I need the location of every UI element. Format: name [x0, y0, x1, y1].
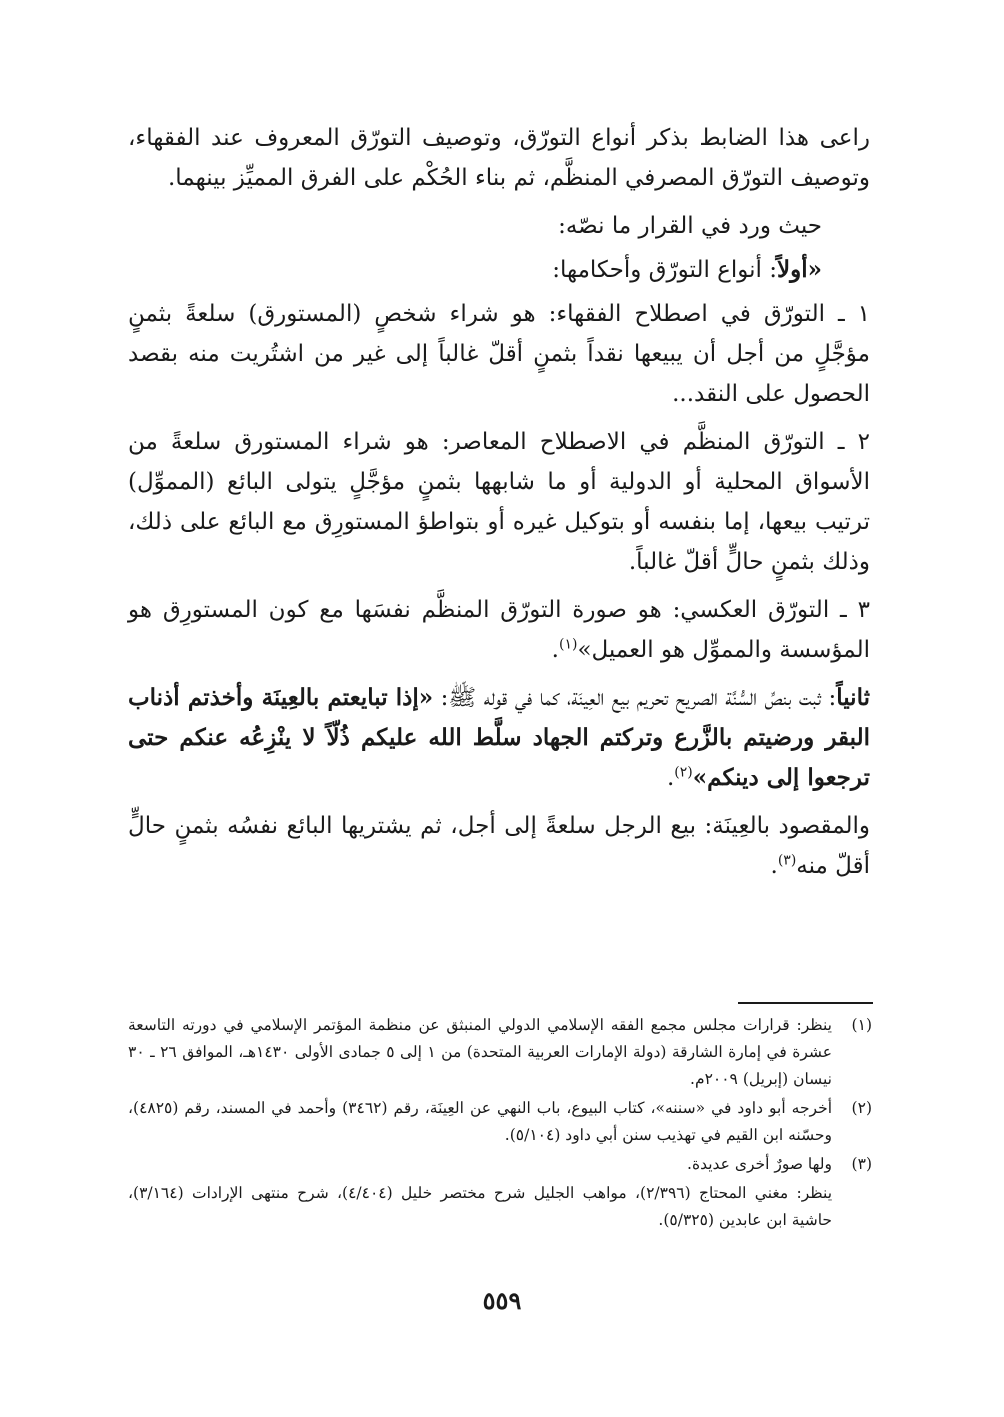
ina-text: والمقصود بالعِينَة: بيع الرجل سلعةً إلى أجل، ثم يشتريها البائع نفسُه بثمنٍ حالٍّ أقلّ منه: [128, 813, 870, 879]
paragraph-item-2: ٢ ـ التورّق المنظَّم في الاصطلاح المعاصر: هو شراء المستورق سلعةً من الأسواق المحلية أو الدولية أو ما شابهها بثمنٍ مؤجَّلٍ يتولى البائع (المموِّل) ترتيب بيعها، إما بنفسه أو بتوكيل غيره أو بتواطؤ المستورِق مع البائع على ذلك، وذلك بثمنٍ حالٍّ أقلّ غالباً.: [128, 429, 870, 575]
footnote-ref-3[interactable]: (٣): [777, 852, 797, 869]
hadith-quote: «إذا تبايعتم بالعِينَة وأخذتم أذناب البقر ورضيتم بالزَّرع وتركتم الجهاد سلَّط الله عليكم ذُلّاً لا ينْزِعُه عنكم حتى ترجعوا إلى دينكم»: [128, 684, 870, 791]
paragraph-quote-intro: حيث ورد في القرار ما نصّه:: [558, 213, 822, 239]
heading-first: «أولاً: [777, 256, 822, 283]
paragraph-item-1: ١ ـ التورّق في اصطلاح الفقهاء: هو شراء شخصٍ (المستورق) سلعةً بثمنٍ مؤجَّلٍ من أجل أن يبيعها نقداً بثمنٍ أقلّ غالباً إلى غير من اشتُريت منه بقصد الحصول على النقد...: [128, 301, 870, 407]
second-text: : ثبت بنصِّ السُّنَّة الصريح تحريم بيع العِينَة، كما في قوله ﷺ:: [433, 685, 837, 711]
footnote-number: (١): [851, 1016, 872, 1034]
footnote-text: ينظر: قرارات مجلس مجمع الفقه الإسلامي الدولي المنبثق عن منظمة المؤتمر الإسلامي في دورته التاسعة عشرة في إمارة الشارقة (دولة الإمارات العربية المتحدة) من ١ إلى ٥ جمادى الأولى ١٤٣٠هـ، الموافق ٢٦ ـ ٣٠ نيسان (إبريل) ٢٠٠٩م.: [128, 1016, 832, 1088]
footnote-number: (٢): [851, 1099, 872, 1117]
footnote-text: ينظر: مغني المحتاج (٢/٣٩٦)، مواهب الجليل شرح مختصر خليل (٤/٤٠٤)، شرح منتهى الإرادات (٣/١٦٤)، حاشية ابن عابدين (٥/٣٢٥).: [128, 1184, 833, 1229]
main-text: [128, 118, 870, 894]
heading-second: ثانياً: [836, 684, 870, 711]
heading-first-rest: : أنواع التورّق وأحكامها:: [552, 257, 777, 283]
footnote-separator: [738, 1002, 873, 1004]
footnote-ref-2[interactable]: (٢): [674, 764, 693, 781]
paragraph-ina-definition: والمقصود بالعِينَة: بيع الرجل سلعةً إلى أجل، ثم يشتريها البائع نفسُه بثمنٍ حالٍّ أقلّ منه$^{(٣)}$.: [128, 813, 870, 879]
item-3-text: ٣ ـ التورّق العكسي: هو صورة التورّق المنظَّم نفسَها مع كون المستورِق هو المؤسسة والمموِّل هو العميل»: [128, 597, 870, 663]
footnote-number: (٣): [851, 1155, 872, 1173]
paragraph-item-3: ٣ ـ التورّق العكسي: هو صورة التورّق المنظَّم نفسَها مع كون المستورِق هو المؤسسة والمموِّل هو العميل»$^{(١)}$.: [128, 597, 870, 663]
footnote-number: [832, 1180, 872, 1234]
paragraph-first-heading: [128, 250, 870, 290]
paragraph-intro: راعى هذا الضابط بذكر أنواع التورّق، وتوصيف التورّق المعروف عند الفقهاء، وتوصيف التورّق المصرفي المنظَّم، ثم بناء الحُكْم على الفرق المميِّز بينهما.: [128, 125, 870, 191]
footnote-item: [128, 1151, 872, 1178]
footnote-text: ولها صورٌ أخرى عديدة.: [687, 1155, 832, 1173]
paragraph-second: ثانياً: ثبت بنصِّ السُّنَّة الصريح تحريم بيع العِينَة، كما في قوله ﷺ: «إذا تبايعتم بالعِينَة وأخذتم أذناب البقر ورضيتم بالزَّرع وتركتم الجهاد سلَّط الله عليكم ذُلّاً لا ينْزِعُه عنكم حتى ترجعوا إلى دينكم»$^{(٢)}$.: [128, 684, 870, 791]
footnote-item: [128, 1012, 872, 1093]
footnote-text: أخرجه أبو داود في «سننه»، كتاب البيوع، باب النهي عن العِينَة، رقم (٣٤٦٢) وأحمد في المسند، رقم (٤٨٢٥)، وحسّنه ابن القيم في تهذيب سنن أبي داود (٥/١٠٤).: [128, 1099, 832, 1144]
footnotes: [128, 1012, 872, 1236]
page-number: ٥٥٩: [482, 1286, 522, 1315]
footnote-item: [128, 1095, 872, 1149]
footnote-ref-1[interactable]: (١): [558, 636, 578, 653]
footnote-item: [128, 1180, 872, 1234]
